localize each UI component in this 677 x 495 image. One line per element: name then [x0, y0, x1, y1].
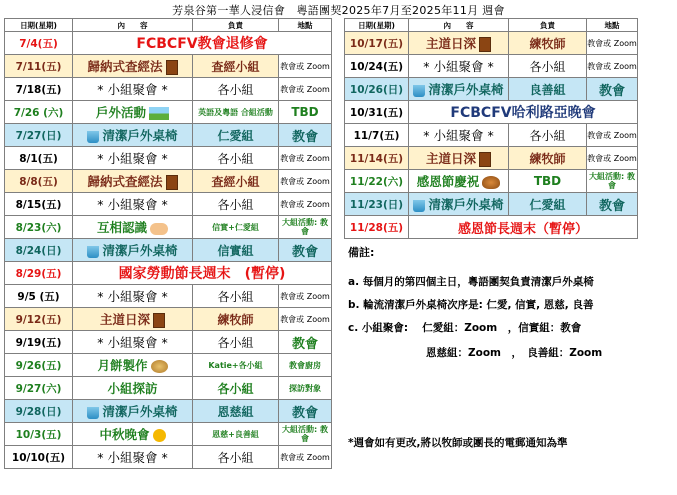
row-content: 歸納式查經法: [73, 55, 193, 78]
row-host: 各小組: [509, 124, 587, 147]
row-host: 信實+仁愛組: [193, 216, 279, 239]
row-date: 10/17(五): [345, 32, 409, 55]
row-host: 各小組: [193, 377, 279, 400]
bible-icon: [479, 152, 491, 167]
row-date: 10/26(日): [345, 78, 409, 101]
bible-icon: [479, 37, 491, 52]
row-place: 教會或 Zoom: [279, 78, 332, 101]
row-place: 教會或 Zoom: [587, 147, 638, 170]
row-host: 各小組: [193, 446, 279, 469]
row-content: 清潔戶外桌椅: [73, 124, 193, 147]
row-content: 歸納式查經法: [73, 170, 193, 193]
table-row: [345, 193, 638, 216]
row-place: 教會或 Zoom: [279, 55, 332, 78]
table-row: [5, 446, 332, 469]
header-host: 負責: [509, 19, 587, 32]
header-date: 日期(星期): [345, 19, 409, 32]
row-content: * 小組聚會 *: [409, 124, 509, 147]
row-date: 7/27(日): [5, 124, 73, 147]
row-content: * 小組聚會 *: [73, 285, 193, 308]
row-host: 各小組: [193, 331, 279, 354]
note-a: a. 每個月的第四個主日，粵語團契負責清潔戶外桌椅: [348, 276, 594, 288]
note-c-line2: 恩慈組：Zoom ， 良善組：Zoom: [426, 347, 603, 359]
table-row: [5, 285, 332, 308]
row-host: 仁愛組: [193, 124, 279, 147]
row-content: 主道日深: [409, 32, 509, 55]
row-place: 教會: [587, 78, 638, 101]
row-host: 信實組: [193, 239, 279, 262]
row-place: 探訪對象: [279, 377, 332, 400]
row-date: 9/26(五): [5, 354, 73, 377]
row-date: 7/18(五): [5, 78, 73, 101]
row-date: 9/12(五): [5, 308, 73, 331]
cleaning-bucket-icon: [87, 131, 99, 143]
row-content: 主道日深: [73, 308, 193, 331]
row-content: 主道日深: [409, 147, 509, 170]
row-date: 10/3(五): [5, 423, 73, 446]
row-content: * 小組聚會 *: [73, 331, 193, 354]
row-host: 各小組: [193, 285, 279, 308]
cleaning-bucket-icon: [413, 85, 425, 97]
row-host: 恩慈組: [193, 400, 279, 423]
bible-icon: [166, 175, 178, 190]
table-row: [5, 124, 332, 147]
schedule-table-left: [4, 18, 332, 469]
table-row: [5, 239, 332, 262]
row-place: TBD: [279, 101, 332, 124]
table-row: [5, 32, 332, 55]
row-place: 教會或 Zoom: [279, 308, 332, 331]
row-date: 8/24(日): [5, 239, 73, 262]
roast-turkey-icon: [482, 176, 500, 189]
row-date: 11/22(六): [345, 170, 409, 193]
row-host: 練牧師: [509, 32, 587, 55]
row-place: 教會: [279, 124, 332, 147]
row-date: 10/31(五): [345, 101, 409, 124]
table-row: [5, 55, 332, 78]
table-row: [5, 354, 332, 377]
table-row: [345, 78, 638, 101]
row-host: 練牧師: [193, 308, 279, 331]
row-content: 清潔戶外桌椅: [73, 239, 193, 262]
table-row: [5, 423, 332, 446]
notes-heading: 備註:: [348, 246, 375, 259]
table-row: [345, 124, 638, 147]
table-row: [345, 32, 638, 55]
table-row: [5, 262, 332, 285]
row-content: 月餅製作: [73, 354, 193, 377]
bible-icon: [153, 313, 165, 328]
row-host: 良善組: [509, 78, 587, 101]
table-row: [5, 331, 332, 354]
notes-footer: *週會如有更改,將以牧師或團長的電郵通知為準: [348, 437, 568, 449]
row-content: 清潔戶外桌椅: [409, 78, 509, 101]
row-event: FCBCFV教會退修會: [73, 32, 332, 55]
row-place: 大組活動: 教會: [279, 216, 332, 239]
row-date: 9/27(六): [5, 377, 73, 400]
cleaning-bucket-icon: [413, 200, 425, 212]
table-row: [5, 308, 332, 331]
row-date: 11/7(五): [345, 124, 409, 147]
row-host: 英語及粵語 合組活動: [193, 101, 279, 124]
row-content: 清潔戶外桌椅: [73, 400, 193, 423]
row-place: 大組活動: 教會: [279, 423, 332, 446]
page-title: 芳泉谷第一華人浸信會 粵語團契2025年7月至2025年11月 週會: [172, 4, 505, 17]
row-content: * 小組聚會 *: [73, 78, 193, 101]
cleaning-bucket-icon: [87, 246, 99, 258]
header-host: 負責: [193, 19, 279, 32]
header-content: 內 容: [73, 19, 193, 32]
table-row: [5, 101, 332, 124]
table-row: [345, 55, 638, 78]
mooncake-icon: [151, 360, 168, 373]
bible-icon: [166, 60, 178, 75]
row-host: 查經小組: [193, 55, 279, 78]
row-place: 教會或 Zoom: [279, 446, 332, 469]
row-content: * 小組聚會 *: [409, 55, 509, 78]
row-host: 各小組: [193, 78, 279, 101]
outdoor-scene-icon: [149, 107, 169, 120]
mid-autumn-moon-icon: [153, 429, 166, 442]
table-row: [5, 78, 332, 101]
row-date: 8/15(五): [5, 193, 73, 216]
row-host: TBD: [509, 170, 587, 193]
row-host: 查經小組: [193, 170, 279, 193]
row-event: 國家勞動節長週末 (暫停): [73, 262, 332, 285]
table-row: [5, 377, 332, 400]
table-row: [345, 216, 638, 239]
table-row: [5, 170, 332, 193]
row-date: 11/23(日): [345, 193, 409, 216]
row-content: 感恩節慶祝: [409, 170, 509, 193]
note-b: b. 輪流清潔戶外桌椅次序是: 仁愛, 信實, 恩慈, 良善: [348, 299, 594, 311]
schedule-table-right: [344, 18, 638, 239]
row-place: 教會或 Zoom: [587, 55, 638, 78]
row-place: 大組活動: 教會: [587, 170, 638, 193]
table-row: [345, 170, 638, 193]
table-header: [5, 19, 332, 32]
row-place: 教會: [279, 239, 332, 262]
row-event: 感恩節長週末（暫停）: [409, 216, 638, 239]
note-c-line1: c. 小組聚會: 仁愛組：Zoom ，信實組：教會: [348, 322, 582, 334]
row-content: * 小組聚會 *: [73, 147, 193, 170]
row-host: 恩慈+良善組: [193, 423, 279, 446]
row-host: 各小組: [193, 193, 279, 216]
row-host: Katie+各小組: [193, 354, 279, 377]
row-content: 中秋晚會: [73, 423, 193, 446]
row-host: 仁愛組: [509, 193, 587, 216]
row-date: 8/1(五): [5, 147, 73, 170]
row-date: 9/5 (五): [5, 285, 73, 308]
row-date: 8/8(五): [5, 170, 73, 193]
table-row: [345, 147, 638, 170]
row-place: 教會或 Zoom: [279, 170, 332, 193]
row-host: 各小組: [193, 147, 279, 170]
row-content: * 小組聚會 *: [73, 193, 193, 216]
row-date: 9/28(日): [5, 400, 73, 423]
row-content: 小組探訪: [73, 377, 193, 400]
row-content: 互相認識: [73, 216, 193, 239]
row-date: 7/11(五): [5, 55, 73, 78]
row-place: 教會廚房: [279, 354, 332, 377]
row-host: 練牧師: [509, 147, 587, 170]
row-content: 清潔戶外桌椅: [409, 193, 509, 216]
table-row: [5, 193, 332, 216]
row-host: 各小組: [509, 55, 587, 78]
row-content: * 小組聚會 *: [73, 446, 193, 469]
header-content: 內 容: [409, 19, 509, 32]
header-date: 日期(星期): [5, 19, 73, 32]
row-place: 教會: [587, 193, 638, 216]
row-place: 教會或 Zoom: [279, 285, 332, 308]
row-date: 8/23(六): [5, 216, 73, 239]
table-row: [5, 400, 332, 423]
header-place: 地點: [587, 19, 638, 32]
row-place: 教會或 Zoom: [279, 193, 332, 216]
row-content: 戶外活動: [73, 101, 193, 124]
row-date: 10/10(五): [5, 446, 73, 469]
row-place: 教會或 Zoom: [587, 32, 638, 55]
row-date: 8/29(五): [5, 262, 73, 285]
table-row: [345, 101, 638, 124]
row-place: 教會: [279, 331, 332, 354]
table-row: [5, 147, 332, 170]
row-date: 10/24(五): [345, 55, 409, 78]
row-place: 教會或 Zoom: [587, 124, 638, 147]
row-place: 教會或 Zoom: [279, 147, 332, 170]
row-date: 11/14(五): [345, 147, 409, 170]
table-header: [345, 19, 638, 32]
row-place: 教會: [279, 400, 332, 423]
row-date: 11/28(五): [345, 216, 409, 239]
header-place: 地點: [279, 19, 332, 32]
cleaning-bucket-icon: [87, 407, 99, 419]
row-date: 7/4(五): [5, 32, 73, 55]
row-event: FCBCFV哈利路亞晚會: [409, 101, 638, 124]
row-date: 9/19(五): [5, 331, 73, 354]
row-date: 7/26 (六): [5, 101, 73, 124]
handshake-icon: [150, 223, 168, 235]
table-row: [5, 216, 332, 239]
